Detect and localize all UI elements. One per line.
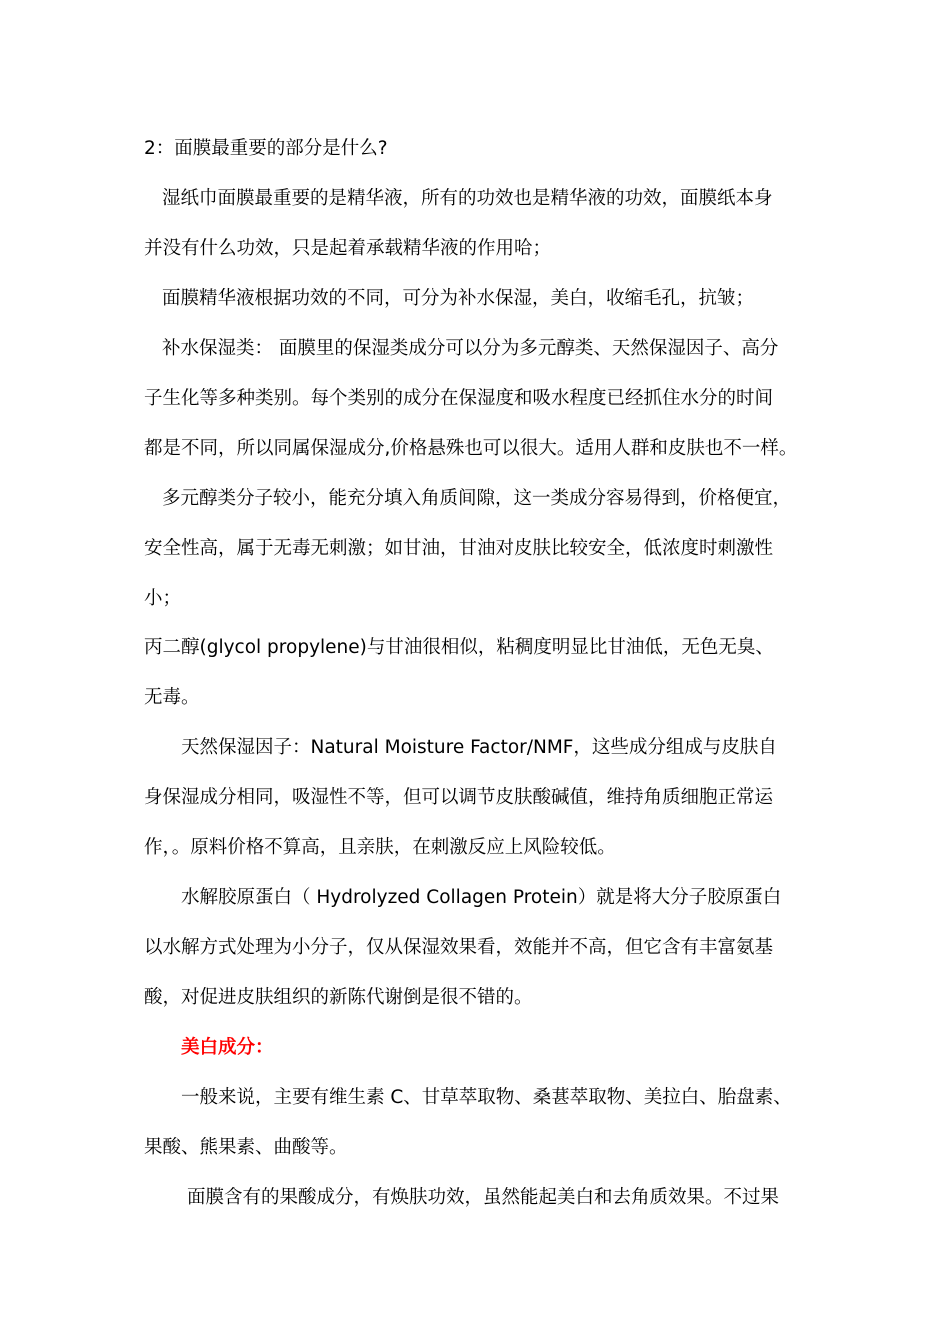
paragraph-line: 面膜精华液根据功效的不同，可分为补水保湿，美白，收缩毛孔，抗皱；	[162, 288, 755, 309]
paragraph-line: 无毒。	[144, 687, 200, 708]
paragraph-line: 安全性高，属于无毒无刺激；如甘油，甘油对皮肤比较安全，低浓度时刺激性	[144, 538, 774, 559]
question-heading: 2：面膜最重要的部分是什么?	[144, 138, 388, 159]
paragraph-line: 面膜含有的果酸成分，有焕肤功效，虽然能起美白和去角质效果。不过果	[187, 1187, 780, 1208]
paragraph-line: 补水保湿类： 面膜里的保湿类成分可以分为多元醇类、天然保湿因子、高分	[162, 338, 779, 359]
paragraph-line: 湿纸巾面膜最重要的是精华液，所有的功效也是精华液的功效，面膜纸本身	[162, 188, 773, 209]
paragraph-line: 天然保湿因子：Natural Moisture Factor/NMF，这些成分组成与皮肤自	[181, 737, 777, 758]
paragraph-line: 身保湿成分相同，吸湿性不等，但可以调节皮肤酸碱值，维持角质细胞正常运	[144, 787, 774, 808]
paragraph-line: 以水解方式处理为小分子，仅从保湿效果看，效能并不高，但它含有丰富氨基	[144, 937, 774, 958]
paragraph-line: 小；	[144, 588, 182, 609]
paragraph-line: 水解胶原蛋白（ Hydrolyzed Collagen Protein）就是将大分子胶原蛋白	[181, 887, 782, 908]
paragraph-line: 酸，对促进皮肤组织的新陈代谢倒是很不错的。	[144, 987, 533, 1008]
paragraph-line: 一般来说，主要有维生素 C、甘草萃取物、桑葚萃取物、美拉白、胎盘素、	[181, 1087, 792, 1108]
paragraph-line: 果酸、熊果素、曲酸等。	[144, 1137, 348, 1158]
paragraph-line: 丙二醇(glycol propylene)与甘油很相似，粘稠度明显比甘油低，无色无臭、	[144, 637, 774, 658]
paragraph-line: 子生化等多种类别。每个类别的成分在保湿度和吸水程度已经抓住水分的时间	[144, 388, 774, 409]
paragraph-line: 并没有什么功效，只是起着承载精华液的作用哈；	[144, 238, 552, 259]
paragraph-line: 多元醇类分子较小，能充分填入角质间隙，这一类成分容易得到，价格便宜，	[162, 488, 792, 509]
paragraph-line: 作，。原料价格不算高，且亲肤，在刺激反应上风险较低。	[144, 837, 616, 858]
paragraph-line: 都是不同，所以同属保湿成分,价格悬殊也可以很大。适用人群和皮肤也不一样。	[144, 438, 798, 459]
section-heading-whitening: 美白成分：	[181, 1037, 274, 1058]
